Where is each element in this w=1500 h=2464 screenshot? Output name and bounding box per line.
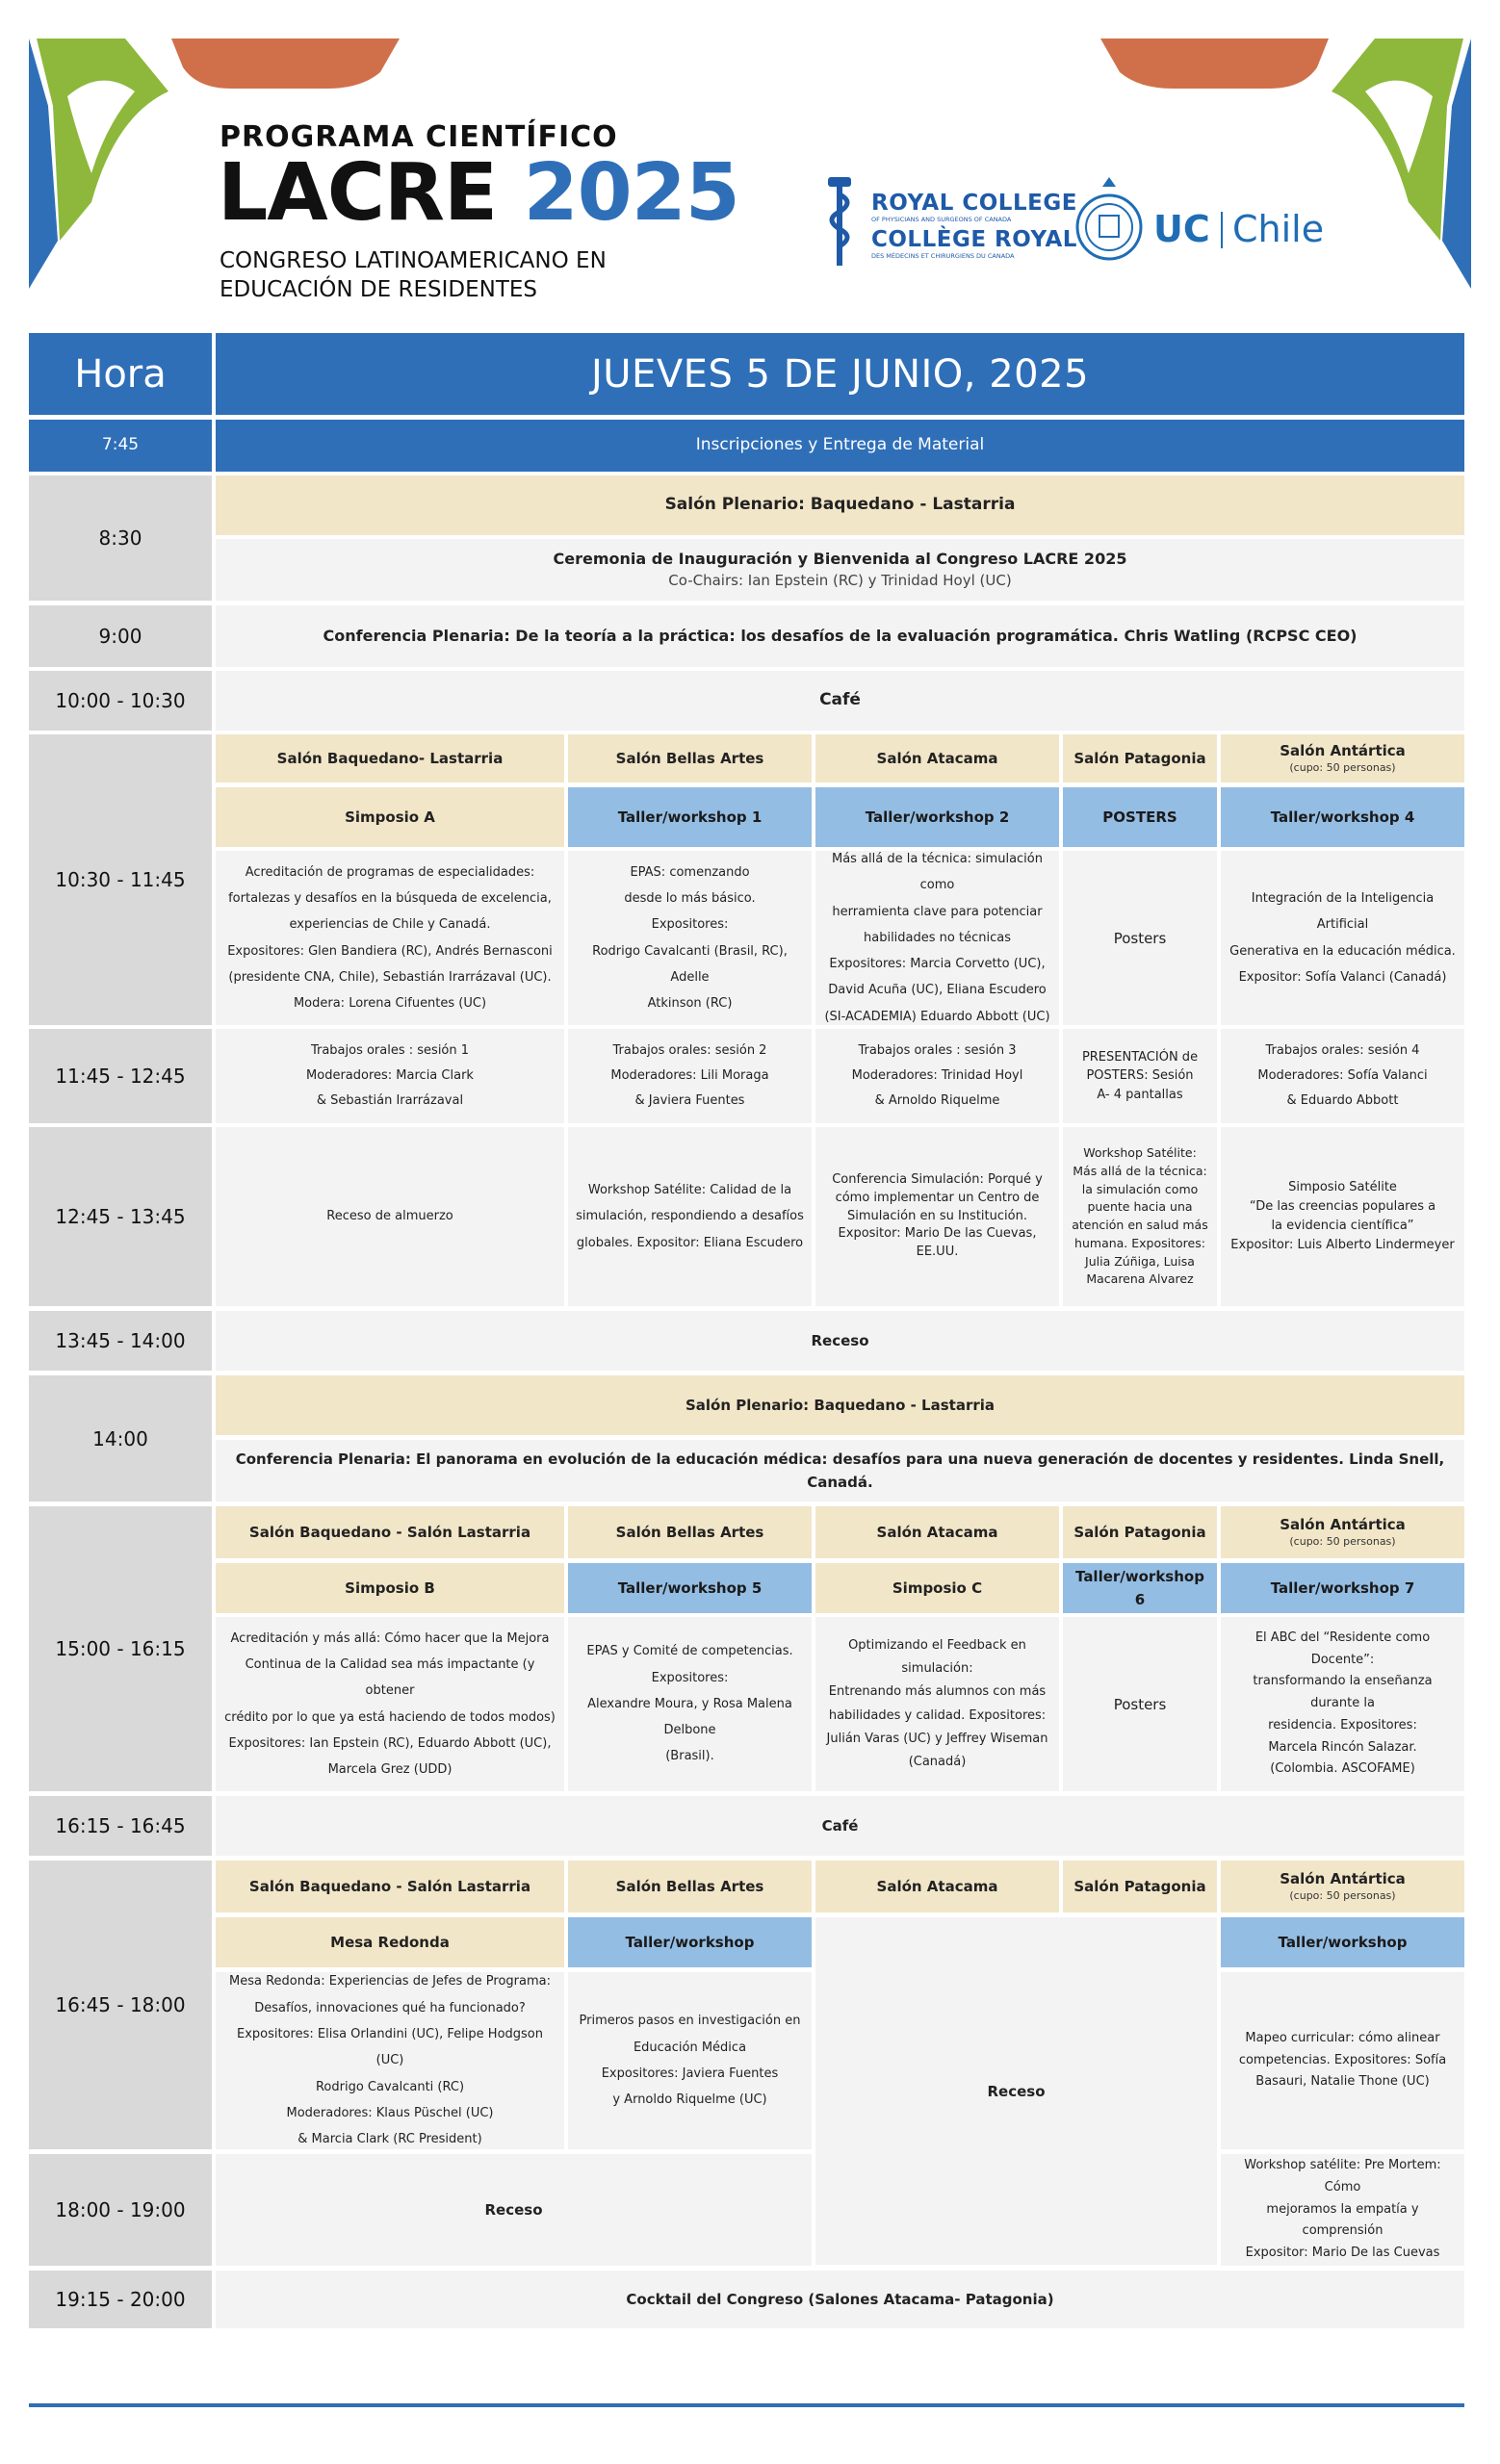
room-cell: [1221, 734, 1464, 783]
detail-line: PRESENTACIÓN de: [1081, 1049, 1199, 1065]
time-cell: 10:30 - 11:45: [29, 734, 212, 1025]
detail-line: Más allá de la técnica:: [1073, 1163, 1207, 1178]
detail-line: globales. Expositor: Eliana Escudero: [576, 1235, 804, 1250]
detail-line: & Javiera Fuentes: [634, 1093, 745, 1108]
detail-line: Acreditación y más allá: Cómo hacer que la Mejora: [230, 1630, 550, 1646]
detail-line: Alexandre Moura, y Rosa Malena Delbone: [587, 1696, 792, 1738]
inauguration-chairs: Co-Chairs: Ian Epstein (RC) y Trinidad Hoyl (UC): [668, 571, 1012, 589]
detail-line: herramienta clave para potenciar: [832, 904, 1043, 919]
session-type-cell: Simposio A: [216, 787, 564, 847]
session-detail-cell: [815, 1617, 1059, 1791]
session-detail-cell: [815, 1127, 1059, 1306]
room-capacity: (cupo: 50 personas): [1289, 1534, 1396, 1548]
room-cell: Salón Bellas Artes: [568, 1506, 812, 1558]
footer-line: [29, 2403, 1464, 2407]
session-type-cell: Taller/workshop 2: [815, 787, 1059, 847]
detail-line: Workshop Satélite: Calidad de la: [587, 1183, 792, 1198]
detail-line: Más allá de la técnica: simulación como: [831, 851, 1043, 893]
detail-line: Desafíos, innovaciones qué ha funcionado?: [254, 2000, 526, 2015]
detail-line: & Sebastián Irarrázaval: [316, 1093, 464, 1108]
detail-line: Generativa en la educación médica.: [1229, 943, 1456, 959]
royal-college-en: ROYAL COLLEGE: [871, 191, 1077, 216]
detail-line: Moderadores: Klaus Püschel (UC): [286, 2105, 494, 2120]
session-type-cell: Mesa Redonda: [216, 1917, 564, 1967]
session-detail-cell: [1221, 1972, 1464, 2149]
session-type-cell: POSTERS: [1063, 787, 1217, 847]
detail-line: simulación, respondiendo a desafíos: [576, 1209, 804, 1224]
detail-line: Rodrigo Cavalcanti (RC): [315, 2079, 465, 2094]
session-detail-cell: [1063, 1617, 1217, 1791]
detail-line: crédito por lo que ya está haciendo de todos modos): [224, 1709, 556, 1725]
session-detail-cell: [1063, 851, 1217, 1025]
detail-line: Expositor: Mario De las Cuevas: [1245, 2246, 1440, 2261]
royal-college-en-sub: OF PHYSICIANS AND SURGEONS OF CANADA: [871, 216, 1012, 223]
detail-line: (Brasil).: [665, 1749, 714, 1764]
detail-line: Expositores:: [651, 917, 729, 933]
uc-divider: [1221, 212, 1223, 248]
detail-line: Rodrigo Cavalcanti (Brasil, RC), Adelle: [592, 943, 788, 985]
break-cell: Receso: [216, 1311, 1464, 1371]
session-type-cell: Taller/workshop: [1221, 1917, 1464, 1967]
detail-line: Moderadores: Lili Moraga: [610, 1068, 769, 1083]
royal-college-fr-sub: DES MÉDECINS ET CHIRURGIENS DU CANADA: [871, 252, 1015, 260]
detail-line: Moderadores: Sofía Valanci: [1257, 1068, 1428, 1083]
time-cell: 16:45 - 18:00: [29, 1861, 212, 2149]
detail-line: Expositores: Elisa Orlandini (UC), Felipe Hodgson (UC): [236, 2027, 543, 2068]
plenary-conference-cell: Conferencia Plenaria: De la teoría a la práctica: los desafíos de la evaluación programática. Chris Watling (RCPSC CEO): [216, 605, 1464, 667]
detail-line: Expositor: Luis Alberto Lindermeyer: [1230, 1238, 1455, 1253]
session-detail-cell: [1221, 1127, 1464, 1306]
detail-line: Marcela Grez (UDD): [327, 1762, 453, 1778]
room-cell: Salón Bellas Artes: [568, 734, 812, 783]
session-type-cell: Taller/workshop: [568, 1917, 812, 1967]
detail-line: “De las creencias populares a: [1249, 1198, 1436, 1214]
detail-line: habilidades no técnicas: [864, 930, 1011, 945]
detail-line: Mapeo curricular: cómo alinear: [1245, 2030, 1440, 2045]
subtitle-line-2: EDUCACIÓN DE RESIDENTES: [220, 277, 538, 302]
time-cell: 18:00 - 19:00: [29, 2154, 212, 2266]
detail-line: Workshop satélite: Pre Mortem: Cómo: [1244, 2158, 1441, 2194]
room-cell: Salón Atacama: [815, 734, 1059, 783]
coffee-cell: Café: [216, 671, 1464, 731]
detail-line: Expositor: Sofía Valanci (Canadá): [1238, 969, 1447, 985]
detail-line: Optimizando el Feedback en simulación:: [848, 1638, 1026, 1677]
time-cell: 19:15 - 20:00: [29, 2271, 212, 2328]
detail-line: Receso de almuerzo: [326, 1208, 453, 1223]
time-cell: 11:45 - 12:45: [29, 1029, 212, 1123]
detail-line: Expositores: Ian Epstein (RC), Eduardo Abbott (UC),: [228, 1735, 552, 1751]
detail-line: Trabajos orales : sesión 3: [858, 1043, 1017, 1058]
programa-label: PROGRAMA CIENTÍFICO: [220, 120, 618, 154]
detail-line: Workshop Satélite:: [1083, 1145, 1197, 1160]
room-cell: [1221, 1506, 1464, 1558]
detail-line: & Eduardo Abbott: [1286, 1093, 1399, 1108]
detail-line: Trabajos orales: sesión 2: [612, 1043, 767, 1058]
detail-line: Conferencia Simulación: Porqué y: [832, 1171, 1043, 1187]
session-detail-cell: [1221, 1617, 1464, 1791]
detail-line: experiencias de Chile y Canadá.: [289, 917, 491, 933]
subtitle-line-1: CONGRESO LATINOAMERICANO EN: [220, 248, 607, 273]
detail-line: habilidades y calidad. Expositores:: [828, 1707, 1047, 1723]
detail-line: Atkinson (RC): [647, 996, 733, 1012]
room-cell: Salón Atacama: [815, 1506, 1059, 1558]
detail-line: & Marcia Clark (RC President): [297, 2132, 482, 2147]
detail-line: Entrenando más alumnos con más: [828, 1684, 1047, 1700]
detail-line: desde lo más básico.: [624, 890, 756, 906]
time-cell: 15:00 - 16:15: [29, 1506, 212, 1791]
room-name: Salón Antártica: [1280, 1516, 1406, 1534]
detail-line: Expositor: Mario De las Cuevas, EE.UU.: [838, 1226, 1037, 1260]
detail-line: (Canadá): [908, 1754, 967, 1769]
day-header: JUEVES 5 DE JUNIO, 2025: [216, 333, 1464, 415]
room-name: Salón Antártica: [1280, 1870, 1406, 1888]
corner-shape-right-orange: [1100, 38, 1329, 89]
page-subtitle: [220, 246, 662, 304]
session-detail-cell: [1063, 1029, 1217, 1123]
detail-line: y Arnoldo Riquelme (UC): [612, 2092, 767, 2108]
detail-line: Expositores: Javiera Fuentes: [601, 2066, 779, 2081]
room-cell: Salón Patagonia: [1063, 1506, 1217, 1558]
detail-line: EPAS y Comité de competencias.: [586, 1644, 793, 1659]
time-cell: 8:30: [29, 475, 212, 601]
room-capacity: (cupo: 50 personas): [1289, 760, 1396, 774]
time-cell: 7:45: [29, 420, 212, 472]
detail-line: mejoramos la empatía y comprensión: [1266, 2201, 1419, 2239]
session-detail-cell: [568, 1972, 812, 2149]
time-cell: 16:15 - 16:45: [29, 1796, 212, 1856]
detail-line: Trabajos orales: sesión 4: [1265, 1043, 1420, 1058]
detail-line: fortalezas y desafíos en la búsqueda de excelencia,: [228, 890, 552, 906]
detail-line: Mesa Redonda: Experiencias de Jefes de Programa:: [229, 1974, 551, 1989]
hora-header: Hora: [29, 333, 212, 415]
page-title: [218, 147, 739, 239]
room-cell: Salón Patagonia: [1063, 734, 1217, 783]
room-cell: Salón Baquedano - Salón Lastarria: [216, 1506, 564, 1558]
room-cell: Salón Baquedano - Salón Lastarria: [216, 1861, 564, 1912]
session-detail-cell: [568, 1127, 812, 1306]
uc-seal-icon: [1073, 173, 1145, 270]
coffee-cell: Café: [216, 1796, 1464, 1856]
detail-line: residencia. Expositores:: [1268, 1717, 1417, 1732]
detail-line: (Colombia. ASCOFAME): [1270, 1761, 1415, 1777]
session-detail-cell: [568, 1029, 812, 1123]
detail-line: Primeros pasos en investigación en: [579, 2014, 801, 2029]
room-cell: [1221, 1861, 1464, 1912]
room-cell: Salón Patagonia: [1063, 1861, 1217, 1912]
registration-cell: Inscripciones y Entrega de Material: [216, 420, 1464, 472]
inauguration-title: Ceremonia de Inauguración y Bienvenida al Congreso LACRE 2025: [553, 550, 1127, 569]
session-detail-cell: [568, 1617, 812, 1791]
detail-line: Julián Varas (UC) y Jeffrey Wiseman: [826, 1731, 1048, 1746]
detail-line: Expositores:: [651, 1670, 729, 1685]
time-cell: 12:45 - 13:45: [29, 1127, 212, 1306]
session-detail-cell: [1221, 2154, 1464, 2266]
royal-college-fr: COLLÈGE ROYAL: [871, 227, 1077, 252]
detail-line: Moderadores: Marcia Clark: [306, 1068, 474, 1083]
session-detail-cell: [568, 851, 812, 1025]
chile-label: Chile: [1232, 208, 1325, 250]
plenary-conference-cell: Conferencia Plenaria: El panorama en evolución de la educación médica: desafíos para una nueva generación de docentes y residentes. Linda Snell, Canadá.: [216, 1440, 1464, 1502]
detail-line: Integración de la Inteligencia Artificial: [1251, 890, 1435, 933]
session-type-cell: Simposio C: [815, 1563, 1059, 1613]
cocktail-cell: Cocktail del Congreso (Salones Atacama- Patagonia): [216, 2271, 1464, 2328]
room-capacity: (cupo: 50 personas): [1289, 1888, 1396, 1902]
inauguration-cell: [216, 539, 1464, 601]
room-name: Salón Antártica: [1280, 742, 1406, 760]
session-detail-cell: [216, 851, 564, 1025]
detail-line: Modera: Lorena Cifuentes (UC): [293, 996, 487, 1012]
time-cell: 13:45 - 14:00: [29, 1311, 212, 1371]
corner-shape-left-orange: [171, 38, 400, 89]
detail-line: Posters: [1113, 929, 1167, 947]
detail-line: humana. Expositores:: [1074, 1235, 1205, 1250]
session-detail-cell: [1221, 1029, 1464, 1123]
session-detail-cell: [216, 1972, 564, 2149]
recess-cell: Receso: [216, 2154, 812, 2266]
detail-line: Continua de la Calidad sea más impactante (y obtener: [245, 1656, 535, 1699]
room-cell: Salón Bellas Artes: [568, 1861, 812, 1912]
detail-line: David Acuña (UC), Eliana Escudero: [828, 983, 1047, 998]
plenary-room-cell: Salón Plenario: Baquedano - Lastarria: [216, 475, 1464, 535]
detail-line: Trabajos orales : sesión 1: [310, 1043, 470, 1058]
session-type-cell: Taller/workshop 7: [1221, 1563, 1464, 1613]
detail-line: (presidente CNA, Chile), Sebastián Irarrázaval (UC).: [228, 969, 552, 985]
uc-label: UC: [1153, 208, 1210, 250]
detail-line: cómo implementar un Centro de: [835, 1190, 1040, 1205]
detail-line: la simulación como: [1081, 1181, 1199, 1196]
detail-line: POSTERS: Sesión: [1086, 1068, 1194, 1084]
royal-college-logo-icon: [820, 177, 859, 270]
session-type-cell: Simposio B: [216, 1563, 564, 1613]
detail-line: Julia Zúñiga, Luisa: [1085, 1253, 1195, 1269]
time-cell: 14:00: [29, 1375, 212, 1502]
session-detail-cell: [216, 1617, 564, 1791]
detail-line: Basauri, Natalie Thone (UC): [1255, 2074, 1430, 2090]
detail-line: la evidencia científica”: [1271, 1219, 1414, 1233]
session-detail-cell: [216, 1029, 564, 1123]
session-type-cell: Taller/workshop 1: [568, 787, 812, 847]
session-detail-cell: [815, 1029, 1059, 1123]
title-year: 2025: [523, 147, 739, 239]
detail-line: Acreditación de programas de especialidades:: [245, 864, 535, 880]
detail-line: Educación Médica: [633, 2040, 747, 2055]
detail-line: El ABC del “Residente como Docente”:: [1254, 1630, 1431, 1667]
room-cell: Salón Baquedano- Lastarria: [216, 734, 564, 783]
detail-line: A- 4 pantallas: [1097, 1087, 1183, 1102]
session-type-cell: Taller/workshop 4: [1221, 787, 1464, 847]
detail-line: Expositores: Glen Bandiera (RC), Andrés Bernasconi: [227, 943, 553, 959]
detail-line: Simposio Satélite: [1288, 1179, 1397, 1194]
detail-line: Moderadores: Trinidad Hoyl: [851, 1068, 1023, 1083]
detail-line: atención en salud más: [1072, 1218, 1208, 1232]
session-detail-cell: [1063, 1127, 1217, 1306]
detail-line: transformando la enseñanza durante la: [1253, 1674, 1433, 1711]
session-type-cell: Taller/workshop 6: [1063, 1563, 1217, 1613]
time-cell: 10:00 - 10:30: [29, 671, 212, 731]
detail-line: puente hacia una: [1087, 1199, 1193, 1215]
session-detail-cell: [216, 1127, 564, 1306]
detail-line: EPAS: comenzando: [630, 864, 750, 880]
session-detail-cell: [815, 851, 1059, 1025]
title-lacre: LACRE: [218, 147, 498, 239]
detail-line: competencias. Expositores: Sofía: [1238, 2052, 1447, 2067]
room-cell: Salón Atacama: [815, 1861, 1059, 1912]
session-detail-cell: [1221, 851, 1464, 1025]
time-cell: 9:00: [29, 605, 212, 667]
detail-line: Simulación en su Institución.: [847, 1208, 1027, 1223]
detail-line: (SI-ACADEMIA) Eduardo Abbott (UC): [824, 1009, 1050, 1024]
detail-line: & Arnoldo Riquelme: [874, 1093, 1000, 1108]
detail-line: Posters: [1113, 1695, 1167, 1713]
detail-line: Expositores: Marcia Corvetto (UC),: [829, 957, 1046, 972]
detail-line: Marcela Rincón Salazar.: [1268, 1739, 1417, 1755]
recess-cell: Receso: [815, 1917, 1217, 2265]
detail-line: Macarena Alvarez: [1086, 1271, 1194, 1287]
plenary-room-cell: Salón Plenario: Baquedano - Lastarria: [216, 1375, 1464, 1435]
session-type-cell: Taller/workshop 5: [568, 1563, 812, 1613]
